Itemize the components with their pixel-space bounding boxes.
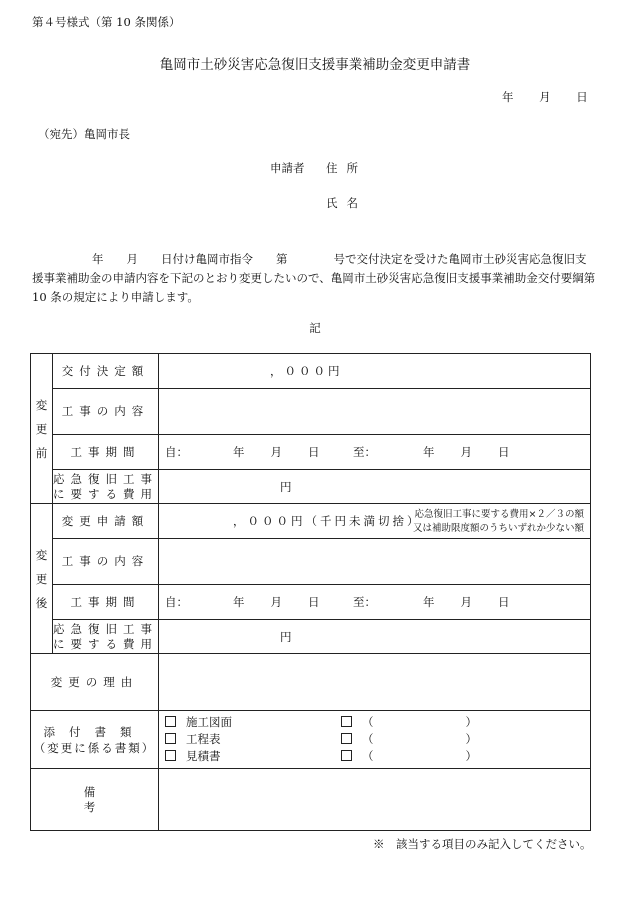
attachment-row: 施工図面 （ ） — [165, 714, 590, 731]
work-period-field-after[interactable]: 自： 年 月 日 至： 年 月 日 — [159, 585, 591, 620]
body-text: 年 月 日付け亀岡市指令 第 号で交付決定を受けた亀岡市土砂災害応急復旧支援事業補助金の申請内容を下記のとおり変更したいので、亀岡市土砂災害応急復旧支援事業補助金交付要綱第 10 条の規定により申請します。 — [32, 252, 596, 304]
cost-field-before[interactable]: 円 — [159, 470, 591, 504]
work-period-field-before[interactable]: 自： 年 月 日 至： 年 月 日 — [159, 435, 591, 470]
checkbox[interactable] — [165, 733, 176, 744]
remarks-label: 備考 — [31, 769, 159, 831]
change-reason-label: 変更の理由 — [31, 654, 159, 711]
work-content-field-after[interactable] — [159, 539, 591, 585]
grant-decision-field[interactable]: ，０００円 — [159, 354, 591, 389]
cost-field-after[interactable]: 円 — [159, 620, 591, 654]
ki-heading: 記 — [309, 321, 321, 335]
work-period-label-before: 工事期間 — [53, 435, 159, 470]
form-number: 第４号様式（第 10 条関係） — [32, 15, 181, 29]
checkbox[interactable] — [165, 716, 176, 727]
checkbox[interactable] — [341, 733, 352, 744]
checkbox[interactable] — [341, 750, 352, 761]
attachment-row: 工程表 （ ） — [165, 731, 590, 748]
change-request-note: 応急復旧工事に要する費用×２／３の額 又は補助限度額のうちいずれか少ない額 — [412, 509, 584, 534]
work-period-label-after: 工事期間 — [53, 585, 159, 620]
date-line: 年 月 日 — [502, 90, 588, 104]
remarks-field[interactable] — [159, 769, 591, 831]
application-table — [30, 353, 591, 831]
checkbox[interactable] — [165, 750, 176, 761]
group-after: 変更後 — [31, 504, 53, 654]
change-reason-field[interactable] — [159, 654, 591, 711]
name-label: 氏名 — [326, 196, 367, 210]
attachment-row: 見積書 （ ） — [165, 748, 590, 765]
grant-decision-label: 交付決定額 — [53, 354, 159, 389]
checkbox[interactable] — [341, 716, 352, 727]
attachments-label: 添付書類 （変更に係る書類） — [31, 711, 159, 769]
applicant-label: 申請者 — [270, 161, 305, 175]
address-label: 住所 — [326, 161, 367, 175]
change-request-label: 変更申請額 — [53, 504, 159, 539]
page-title: 亀岡市土砂災害応急復旧支援事業補助金変更申請書 — [159, 57, 471, 73]
attachments-field — [159, 711, 591, 769]
work-content-label-before: 工事の内容 — [53, 389, 159, 435]
group-before: 変更前 — [31, 354, 53, 504]
addressee: （宛先）亀岡市長 — [38, 127, 130, 141]
work-content-label-after: 工事の内容 — [53, 539, 159, 585]
footnote: ※ 該当する項目のみ記入してください。 — [373, 837, 592, 851]
cost-label-before: 応急復旧工事 に要する費用 — [53, 470, 159, 504]
work-content-field-before[interactable] — [159, 389, 591, 435]
change-request-field[interactable]: ，０００円（千円未満切捨） 応急復旧工事に要する費用×２／３の額 又は補助限度額のうちいずれか少ない額 — [159, 504, 591, 539]
body-paragraph — [32, 250, 597, 307]
cost-label-after: 応急復旧工事 に要する費用 — [53, 620, 159, 654]
